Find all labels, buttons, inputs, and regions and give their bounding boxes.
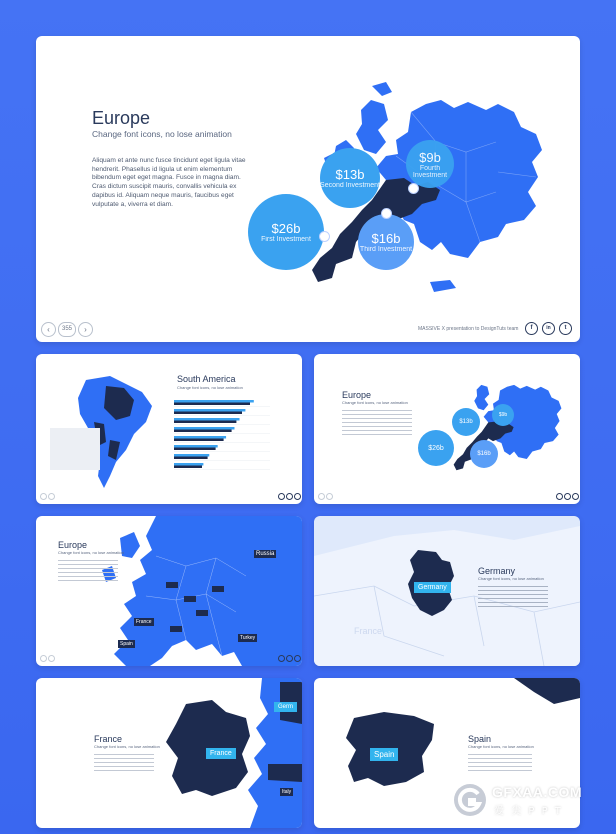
- prev-slide-button[interactable]: [40, 655, 47, 662]
- bar: [174, 445, 218, 448]
- slide-subtitle: Change font icons, no lose animation: [92, 129, 232, 139]
- thumb-subtitle: Change font icons, no lose animation: [177, 385, 243, 390]
- thumb-subtitle: Change font icons, no lose animation: [468, 744, 534, 749]
- bubble-value: $9b: [498, 412, 508, 418]
- linkedin-icon[interactable]: [286, 655, 293, 662]
- background-country-label: France: [354, 626, 383, 636]
- bar: [174, 412, 242, 415]
- thumb-subtitle: Change font icons, no lose animation: [58, 550, 124, 555]
- bar: [174, 448, 216, 451]
- slide-title: Europe: [92, 108, 151, 128]
- watermark-logo-icon: [452, 782, 488, 818]
- slide-body-text: Aliquam et ante nunc fusce tincidunt eget ligula vitae hendrerit. Phasellus id ligula ut enim elementum bibendum eget eget magna. Fusce in magna diam. Cras dictum suscipit mauris, convallis vehicula ex dapibus id. Aliquam neque mauris, faucibus eget vulputate a, viverra et diam.: [92, 157, 246, 208]
- country-label-germany[interactable]: Germ: [274, 702, 297, 712]
- bubble[interactable]: [418, 430, 454, 466]
- bar: [174, 463, 203, 466]
- linkedin-icon[interactable]: in: [542, 322, 555, 335]
- country-label[interactable]: [170, 626, 182, 632]
- country-label-spain[interactable]: Spain: [370, 748, 398, 761]
- europe-full-map: [36, 516, 302, 666]
- bar: [174, 439, 224, 442]
- watermark: [452, 778, 602, 822]
- body-text-lines: [468, 754, 532, 774]
- thumbnail-europe-bubbles[interactable]: [314, 354, 580, 504]
- watermark-text: GFXAA.COM: [492, 784, 583, 800]
- next-slide-button[interactable]: [48, 493, 55, 500]
- country-label-france[interactable]: France: [136, 619, 152, 625]
- country-label[interactable]: [196, 610, 208, 616]
- footer-text: MASSIVE X presentation to DesignTuts team: [418, 326, 519, 332]
- bubble-label: Third Investment: [359, 246, 413, 253]
- bar: [174, 409, 245, 412]
- thumb-title: Spain: [468, 734, 492, 744]
- map-marker-dot[interactable]: [408, 183, 419, 194]
- body-text-lines: [58, 560, 118, 582]
- country-label-germany[interactable]: Germany: [414, 582, 451, 593]
- bubble-value: $13b: [459, 419, 473, 425]
- thumbnail-germany[interactable]: [314, 516, 580, 666]
- country-label-turkey[interactable]: Turkey: [240, 635, 256, 641]
- twitter-icon[interactable]: [294, 493, 301, 500]
- country-label-spain[interactable]: Spain: [120, 641, 133, 647]
- bar-chart: [174, 396, 274, 476]
- country-label-russia[interactable]: Russia: [256, 551, 275, 557]
- country-label-france[interactable]: France: [206, 748, 236, 759]
- country-label[interactable]: [184, 596, 196, 602]
- thumb-title: France: [94, 734, 123, 744]
- bar: [174, 427, 234, 430]
- linkedin-icon[interactable]: [564, 493, 571, 500]
- bubble-label: Second Investment: [320, 182, 380, 189]
- next-slide-button[interactable]: [48, 655, 55, 662]
- bubble-first-investment[interactable]: [248, 194, 324, 270]
- body-text-lines: [94, 754, 154, 774]
- country-label[interactable]: [212, 586, 224, 592]
- page-number: 355: [58, 322, 76, 337]
- facebook-icon[interactable]: [278, 655, 285, 662]
- facebook-icon[interactable]: [556, 493, 563, 500]
- thumb-title: Europe: [58, 540, 88, 550]
- thumb-subtitle: Change font icons, no lose animation: [478, 576, 544, 581]
- bubble-value: $16b: [371, 231, 401, 246]
- country-label[interactable]: [166, 582, 178, 588]
- bar: [174, 403, 250, 406]
- thumb-title: Europe: [342, 390, 372, 400]
- prev-slide-button[interactable]: [318, 493, 325, 500]
- prev-slide-button[interactable]: ‹: [41, 322, 56, 337]
- map-marker-dot[interactable]: [319, 231, 330, 242]
- watermark-subtext: 爱 尖 P P T: [494, 806, 563, 817]
- bar: [174, 454, 209, 457]
- bubble-value: $9b: [419, 149, 441, 165]
- twitter-icon[interactable]: [294, 655, 301, 662]
- linkedin-icon[interactable]: [286, 493, 293, 500]
- thumb-title: Germany: [478, 566, 516, 576]
- thumb-subtitle: Change font icons, no lose animation: [94, 744, 160, 749]
- bubble-label: Fourth Investment: [412, 164, 448, 179]
- map-marker-dot[interactable]: [381, 208, 392, 219]
- info-panel: [50, 428, 100, 470]
- thumb-title: South America: [177, 374, 236, 384]
- thumbnail-france[interactable]: [36, 678, 302, 828]
- facebook-icon[interactable]: f: [525, 322, 538, 335]
- bubble[interactable]: [470, 440, 498, 468]
- bubble-third-investment[interactable]: [358, 214, 414, 270]
- bubble-value: $26b: [428, 444, 444, 452]
- bubble[interactable]: [452, 408, 480, 436]
- bubble-value: $13b: [335, 167, 365, 182]
- country-label-italy[interactable]: Italy: [282, 789, 292, 795]
- next-slide-button[interactable]: ›: [78, 322, 93, 337]
- bubble[interactable]: [492, 404, 514, 426]
- main-slide-europe[interactable]: [36, 36, 580, 342]
- thumbnail-south-america[interactable]: [36, 354, 302, 504]
- next-slide-button[interactable]: [326, 493, 333, 500]
- thumbnail-europe-map[interactable]: [36, 516, 302, 666]
- bar: [174, 466, 202, 469]
- bar: [174, 418, 240, 421]
- bubble-label: First Investment: [261, 236, 311, 243]
- bar: [174, 430, 232, 433]
- bubble-second-investment[interactable]: [320, 148, 380, 208]
- facebook-icon[interactable]: [278, 493, 285, 500]
- bar: [174, 457, 208, 460]
- twitter-icon[interactable]: t: [559, 322, 572, 335]
- body-text-lines: [478, 586, 548, 608]
- bar: [174, 400, 254, 403]
- france-region-map: [36, 678, 302, 828]
- bubble-value: $26b: [271, 221, 301, 236]
- prev-slide-button[interactable]: [40, 493, 47, 500]
- bubble-value: $16b: [477, 451, 491, 457]
- twitter-icon[interactable]: [572, 493, 579, 500]
- bubble-fourth-investment[interactable]: [406, 140, 454, 188]
- bar: [174, 436, 226, 439]
- body-text-lines: [342, 410, 412, 436]
- bar: [174, 421, 236, 424]
- thumb-subtitle: Change font icons, no lose animation: [342, 400, 408, 405]
